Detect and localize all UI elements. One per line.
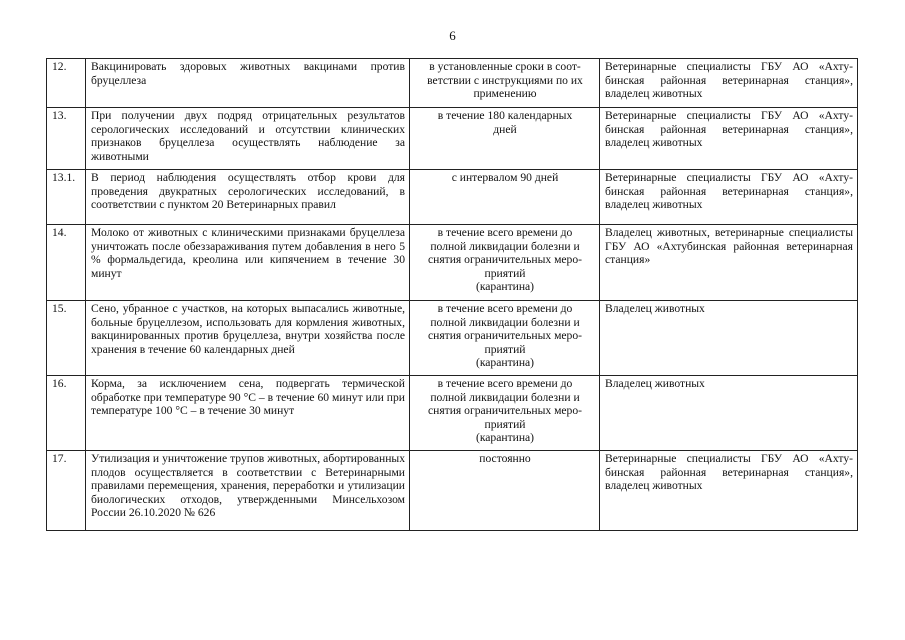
row-number: 14.: [47, 225, 86, 301]
row-term: в течение всего времени до полной ликвидации болезни и снятия ограничительных меро- приятий (карантина): [427, 302, 583, 370]
row-term: в течение 180 календарных дней: [437, 109, 573, 136]
row-number: 16.: [47, 376, 86, 451]
row-action: Сено, убранное с участков, на которых выпасались животные, больные бруцеллезом, использовать для кормления животных, вакцинированных против бруцеллеза, внутри хозяйства после хранения в течение 60 календарных дней: [86, 301, 410, 376]
row-number: 17.: [47, 451, 86, 531]
row-number: 13.: [47, 108, 86, 170]
row-action: Утилизация и уничтожение трупов животных, абортированных плодов осуществляется в соответствии с Ветеринарными правилами перемещения, хранения, переработки и утилизации биологических отходов, утвержденными Минсельхозом России 26.10.2020 № 626: [86, 451, 410, 531]
row-action: Вакцинировать здоровых животных вакцинами против бруцеллеза: [86, 59, 410, 108]
row-number: 15.: [47, 301, 86, 376]
table-row: [47, 376, 858, 451]
row-term: в течение всего времени до полной ликвидации болезни и снятия ограничительных меро- приятий (карантина): [427, 226, 583, 294]
row-term: постоянно: [479, 452, 531, 465]
measures-table: [46, 58, 858, 531]
row-responsible: Ветеринарные специалисты ГБУ АО «Ахту-бинская районная ветеринарная станция», владелец животных: [600, 451, 858, 531]
row-term: в течение всего времени до полной ликвидации болезни и снятия ограничительных меро- приятий (карантина): [427, 377, 583, 445]
row-responsible: Владелец животных: [600, 301, 858, 376]
row-action: Молоко от животных с клиническими признаками бруцеллеза уничтожать после обеззараживания путем добавления в него 5 % формальдегида, креолина или кипячением в течение 30 минут: [86, 225, 410, 301]
row-number: 13.1.: [47, 170, 86, 225]
row-action: В период наблюдения осуществлять отбор крови для проведения двукратных серологических исследований, в соответствии с пунктом 20 Ветеринарных правил: [86, 170, 410, 225]
row-term: с интервалом 90 дней: [451, 171, 559, 184]
table-row: [47, 59, 858, 108]
row-action: Корма, за исключением сена, подвергать термической обработке при температуре 90 °С – в течение 60 минут или при температуре 100 °С – в течение 30 минут: [86, 376, 410, 451]
row-responsible: Ветеринарные специалисты ГБУ АО «Ахту-бинская районная ветеринарная станция», владелец животных: [600, 170, 858, 225]
row-responsible: Ветеринарные специалисты ГБУ АО «Ахту-бинская районная ветеринарная станция», владелец животных: [600, 108, 858, 170]
row-term: в установленные сроки в соот- ветствии с инструкциями по их применению: [427, 60, 583, 101]
row-responsible: Ветеринарные специалисты ГБУ АО «Ахту-бинская районная ветеринарная станция», владелец животных: [600, 59, 858, 108]
row-number: 12.: [47, 59, 86, 108]
page-number: 6: [449, 28, 456, 43]
table-row: [47, 225, 858, 301]
table-row: [47, 301, 858, 376]
row-responsible: Владелец животных: [600, 376, 858, 451]
table-row: [47, 451, 858, 531]
table-row: [47, 108, 858, 170]
row-action: При получении двух подряд отрицательных результатов серологических исследований и отсутствии клинических признаков бруцеллеза осуществлять наблюдение за животными: [86, 108, 410, 170]
table-row: [47, 170, 858, 225]
row-responsible: Владелец животных, ветеринарные специалисты ГБУ АО «Ахтубинская районная ветеринарная станция»: [600, 225, 858, 301]
